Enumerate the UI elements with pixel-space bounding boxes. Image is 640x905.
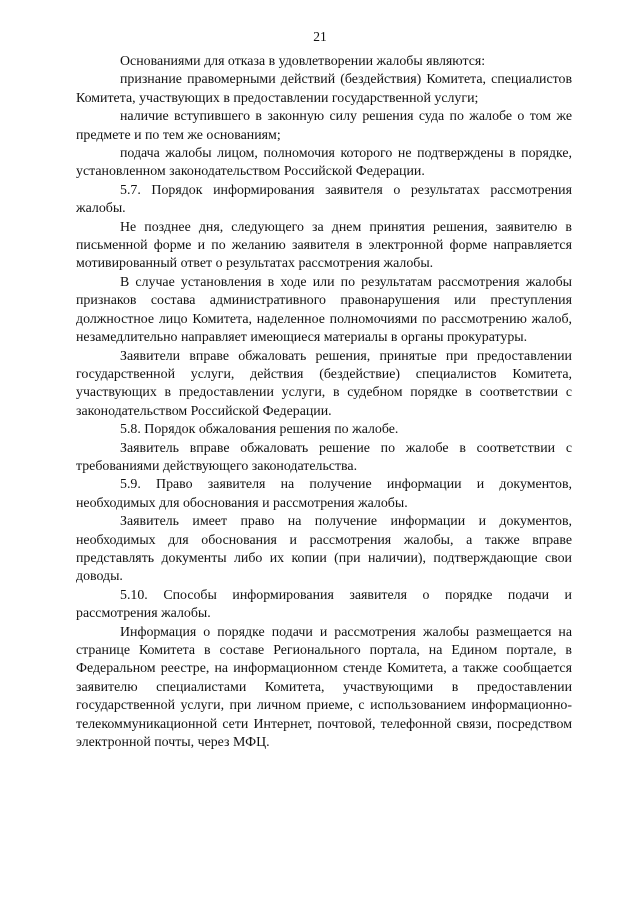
section-heading-5-7: 5.7. Порядок информирования заявителя о результатах рассмотрения жалобы. <box>76 182 572 217</box>
paragraph-ground-unconfirmed-authority: подача жалобы лицом, полномочия которого не подтверждены в порядке, установленном законодательством Российской Федерации. <box>76 146 572 180</box>
paragraph-prosecution-referral: В случае установления в ходе или по результатам рассмотрения жалобы признаков состава административного правонарушения или преступления должностное лицо Комитета, наделенное полномочиями по рассмотрению жалоб, незамедлительно направляет имеющиеся материалы в органы прокуратуры. <box>76 274 572 346</box>
section-heading-5-8: 5.8. Порядок обжалования решения по жалобе. <box>120 422 399 438</box>
paragraph-court-appeal: Заявители вправе обжаловать решения, принятые при предоставлении государственной услуги, действия (бездействие) специалистов Комитета, участвующих в предоставлении услуги, в судебном порядке в соответствии с законодательством Российской Федерации. <box>76 348 572 419</box>
section-heading-5-9: 5.9. Право заявителя на получение информации и документов, необходимых для обоснования и рассмотрения жалобы. <box>76 477 572 511</box>
paragraph-information-right: Заявитель имеет право на получение информации и документов, необходимых для обоснования и рассмотрения жалобы, а также вправе представлять документы либо их копии (при наличии), подтверждающие свои доводы. <box>76 514 572 585</box>
page-number: 21 <box>313 29 327 44</box>
paragraph-grounds-intro: Основаниями для отказа в удовлетворении жалобы являются: <box>120 54 486 69</box>
document-body <box>76 53 572 752</box>
paragraph-information-channels: Информация о порядке подачи и рассмотрения жалобы размещается на странице Комитета в составе Регионального портала, на Едином портале, в Федеральном реестре, на информационном стенде Комитета, а также сообщается заявителю специалистами Комитета, участвующими в предоставлении государственной услуги, при личном приеме, с использованием информационно-телекоммуникационной сети Интернет, почтовой, телефонной связи, посредством электронной почты, через МФЦ. <box>76 624 572 751</box>
paragraph-ground-lawful-actions: признание правомерными действий (бездействия) Комитета, специалистов Комитета, участвующих в предоставлении государственной услуги; <box>76 72 572 106</box>
section-heading-5-10: 5.10. Способы информирования заявителя о порядке подачи и рассмотрения жалобы. <box>76 587 572 622</box>
paragraph-answer-deadline: Не позднее дня, следующего за днем принятия решения, заявителю в письменной форме и по желанию заявителя в электронной форме направляется мотивированный ответ о результатах рассмотрения жалобы. <box>76 219 572 272</box>
paragraph-appeal-right: Заявитель вправе обжаловать решение по жалобе в соответствии с требованиями действующего законодательства. <box>76 440 572 474</box>
paragraph-ground-court-decision: наличие вступившего в законную силу решения суда по жалобе о том же предмете и по тем же основаниям; <box>76 109 572 143</box>
